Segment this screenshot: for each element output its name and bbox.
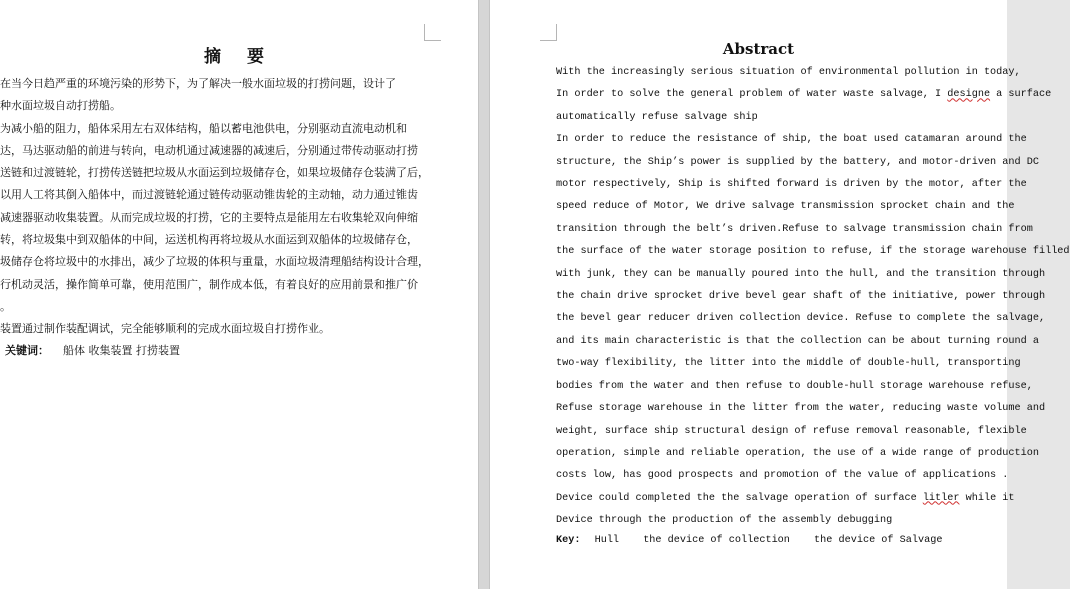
text-line: 达，马达驱动船的前进与转向，电动机通过减速器的减速后，分别通过带传动驱动打捞 bbox=[0, 143, 418, 157]
text-line: and its main characteristic is that the collection can be about turning round a bbox=[556, 335, 1039, 347]
text-line: 。 bbox=[0, 299, 11, 313]
text-line: Refuse storage warehouse in the litter from the water, reducing waste volume and bbox=[556, 403, 1046, 415]
chinese-abstract-body bbox=[0, 73, 440, 341]
keyword: Hull bbox=[594, 535, 620, 546]
keywords-label: Key: bbox=[556, 535, 581, 546]
text-line: the bevel gear reducer driven collection device. Refuse to complete the salvage, bbox=[556, 313, 1046, 325]
text-line: Device could completed the the salvage operation of surface litler while it bbox=[556, 492, 1015, 504]
chinese-keywords bbox=[5, 342, 180, 358]
text-line: 圾储存仓将垃圾中的水排出，减少了垃圾的体积与重量，水面垃圾清理船结构设计合理， bbox=[0, 255, 429, 269]
text-line: structure, the Ship’s power is supplied by the battery, and motor-driven and DC bbox=[556, 156, 1039, 168]
text-line: 送链和过渡链轮，打捞传送链把垃圾从水面运到垃圾储存仓，如果垃圾储存仓装满了后， bbox=[0, 166, 429, 180]
margin-corner-mark bbox=[424, 24, 441, 41]
keyword: the device of collection bbox=[643, 535, 790, 546]
text-line: the chain drive sprocket drive bevel gear shaft of the initiative, power through bbox=[556, 291, 1046, 303]
text-line: bodies from the water and then refuse to double-hull storage warehouse refuse, bbox=[556, 380, 1033, 392]
spellcheck-word: designe bbox=[947, 89, 991, 101]
english-keywords bbox=[556, 535, 960, 546]
text-line: two-way flexibility, the litter into the middle of double-hull, transporting bbox=[556, 358, 1021, 370]
text-line: speed reduce of Motor, We drive salvage transmission sprocket chain and the bbox=[556, 201, 1015, 213]
text-line: weight, surface ship structural design of refuse removal reasonable, flexible bbox=[556, 425, 1027, 437]
text-line: 装置通过制作装配调试，完全能够顺利的完成水面垃圾自打捞作业。 bbox=[0, 322, 330, 336]
text-line: 在当今日趋严重的环境污染的形势下，为了解决一般水面垃圾的打捞问题，设计了 bbox=[0, 77, 396, 90]
english-abstract-body bbox=[556, 62, 1070, 533]
document-page-left bbox=[0, 0, 478, 589]
margin-corner-mark bbox=[540, 24, 557, 41]
text-line: motor respectively, Ship is shifted forward is driven by the motor, after the bbox=[556, 179, 1027, 191]
text-line: Device through the production of the assembly debugging bbox=[556, 515, 893, 527]
spellcheck-word: litler bbox=[922, 492, 960, 504]
text-line: 种水面垃圾自动打捞船。 bbox=[0, 99, 121, 113]
keywords-label: 关键词： bbox=[5, 344, 49, 357]
text-line: transition through the belt’s driven.Refuse to salvage transmission chain from bbox=[556, 223, 1033, 235]
document-page-right bbox=[490, 0, 1070, 589]
chinese-abstract-title: 摘 要 bbox=[204, 47, 274, 67]
text-line: 以用人工将其倒入船体中，而过渡链轮通过链传动驱动锥齿轮的主动轴，动力通过锥齿 bbox=[0, 188, 418, 202]
text-line: 转，将垃圾集中到双船体的中间，运送机构再将垃圾从水面运到双船体的垃圾储存仓， bbox=[0, 233, 418, 247]
text-line: In order to solve the general problem of water waste salvage, I designe a surface bbox=[556, 89, 1052, 101]
text-line: 减速器驱动收集装置。从而完成垃圾的打捞，它的主要特点是能用左右收集轮双向伸缩 bbox=[0, 210, 418, 224]
text-line: In order to reduce the resistance of ship, the boat used catamaran around the bbox=[556, 134, 1027, 146]
text-line: 为减小船的阻力，船体采用左右双体结构，船以蓄电池供电，分别驱动直流电动机和 bbox=[0, 121, 407, 135]
text-line: 行机动灵活，操作简单可靠，使用范围广，制作成本低，有着良好的应用前景和推广价 bbox=[0, 277, 418, 291]
keyword: the device of Salvage bbox=[814, 535, 943, 546]
english-abstract-title: Abstract bbox=[722, 40, 795, 58]
keywords-value: 船体 收集装置 打捞装置 bbox=[63, 344, 180, 357]
text-line: the surface of the water storage position to refuse, if the storage warehouse filled bbox=[556, 246, 1070, 258]
text-line: with junk, they can be manually poured into the hull, and the transition through bbox=[556, 268, 1046, 280]
page-gutter bbox=[478, 0, 490, 589]
text-line: costs low, has good prospects and promotion of the value of applications . bbox=[556, 470, 1009, 482]
text-line: automatically refuse salvage ship bbox=[556, 111, 758, 123]
text-line: With the increasingly serious situation of environmental pollution in today, bbox=[556, 67, 1021, 78]
text-line: operation, simple and reliable operation, the use of a wide range of production bbox=[556, 447, 1039, 459]
